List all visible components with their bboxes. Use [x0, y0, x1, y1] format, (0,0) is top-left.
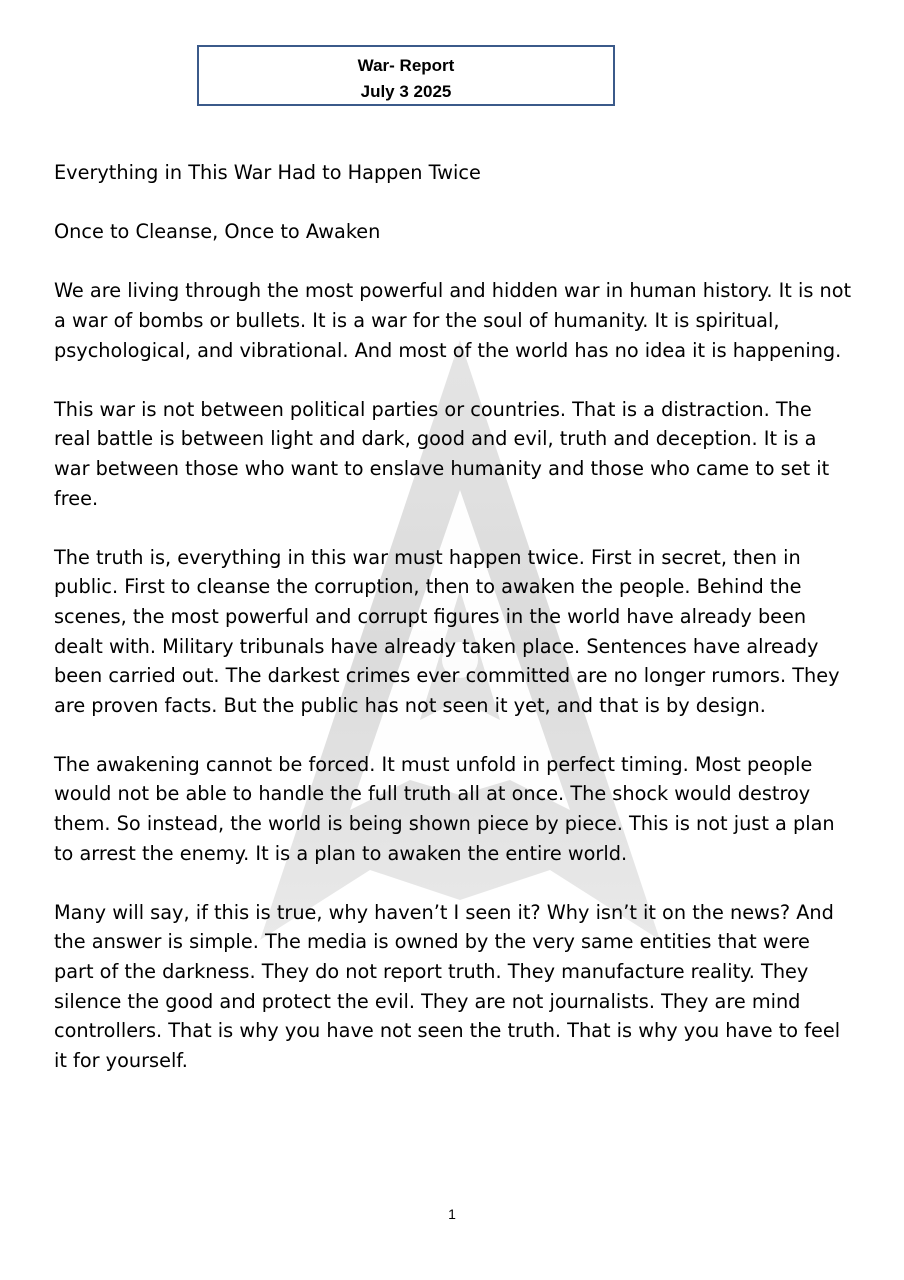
- paragraph-1: We are living through the most powerful and hidden war in human history. It is not a war of bombs or bullets. It is a war for the soul of humanity. It is spiritual, psychological, and vibrational. And most of the world has no idea it is happening.: [54, 279, 852, 362]
- report-title: War- Report: [357, 56, 455, 75]
- document-heading: Everything in This War Had to Happen Twice: [54, 161, 481, 184]
- page-number: 1: [448, 1206, 456, 1222]
- document-subheading: Once to Cleanse, Once to Awaken: [54, 220, 381, 244]
- document-body: [54, 158, 854, 1105]
- paragraph-2: This war is not between political parties or countries. That is a distraction. The real battle is between light and dark, good and evil, truth and deception. It is a war between those who want to enslave humanity and those who came to set it free.: [54, 397, 830, 510]
- paragraph-3: The truth is, everything in this war must happen twice. First in secret, then in public. First to cleanse the corruption, then to awaken the people. Behind the scenes, the most powerful and corrupt figures in the world have already been dealt with. Military tribunals have already taken place. Sentences have already been carried out. The darkest crimes ever committed are no longer rumors. They are proven facts. But the public has not seen it yet, and that is by design.: [54, 545, 840, 717]
- paragraph-4: The awakening cannot be forced. It must unfold in perfect timing. Most people would not be able to handle the full truth all at once. The shock would destroy them. So instead, the world is being shown piece by piece. This is not just a plan to arrest the enemy. It is a plan to awaken the entire world.: [54, 752, 835, 865]
- report-date: July 3 2025: [360, 82, 452, 101]
- report-header-box: [197, 45, 615, 106]
- paragraph-5: Many will say, if this is true, why haven’t I seen it? Why isn’t it on the news? And the answer is simple. The media is owned by the very same entities that were part of the darkness. They do not report truth. They manufacture reality. They silence the good and protect the evil. They are not journalists. They are mind controllers. That is why you have not seen the truth. That is why you have to feel it for yourself.: [54, 900, 841, 1072]
